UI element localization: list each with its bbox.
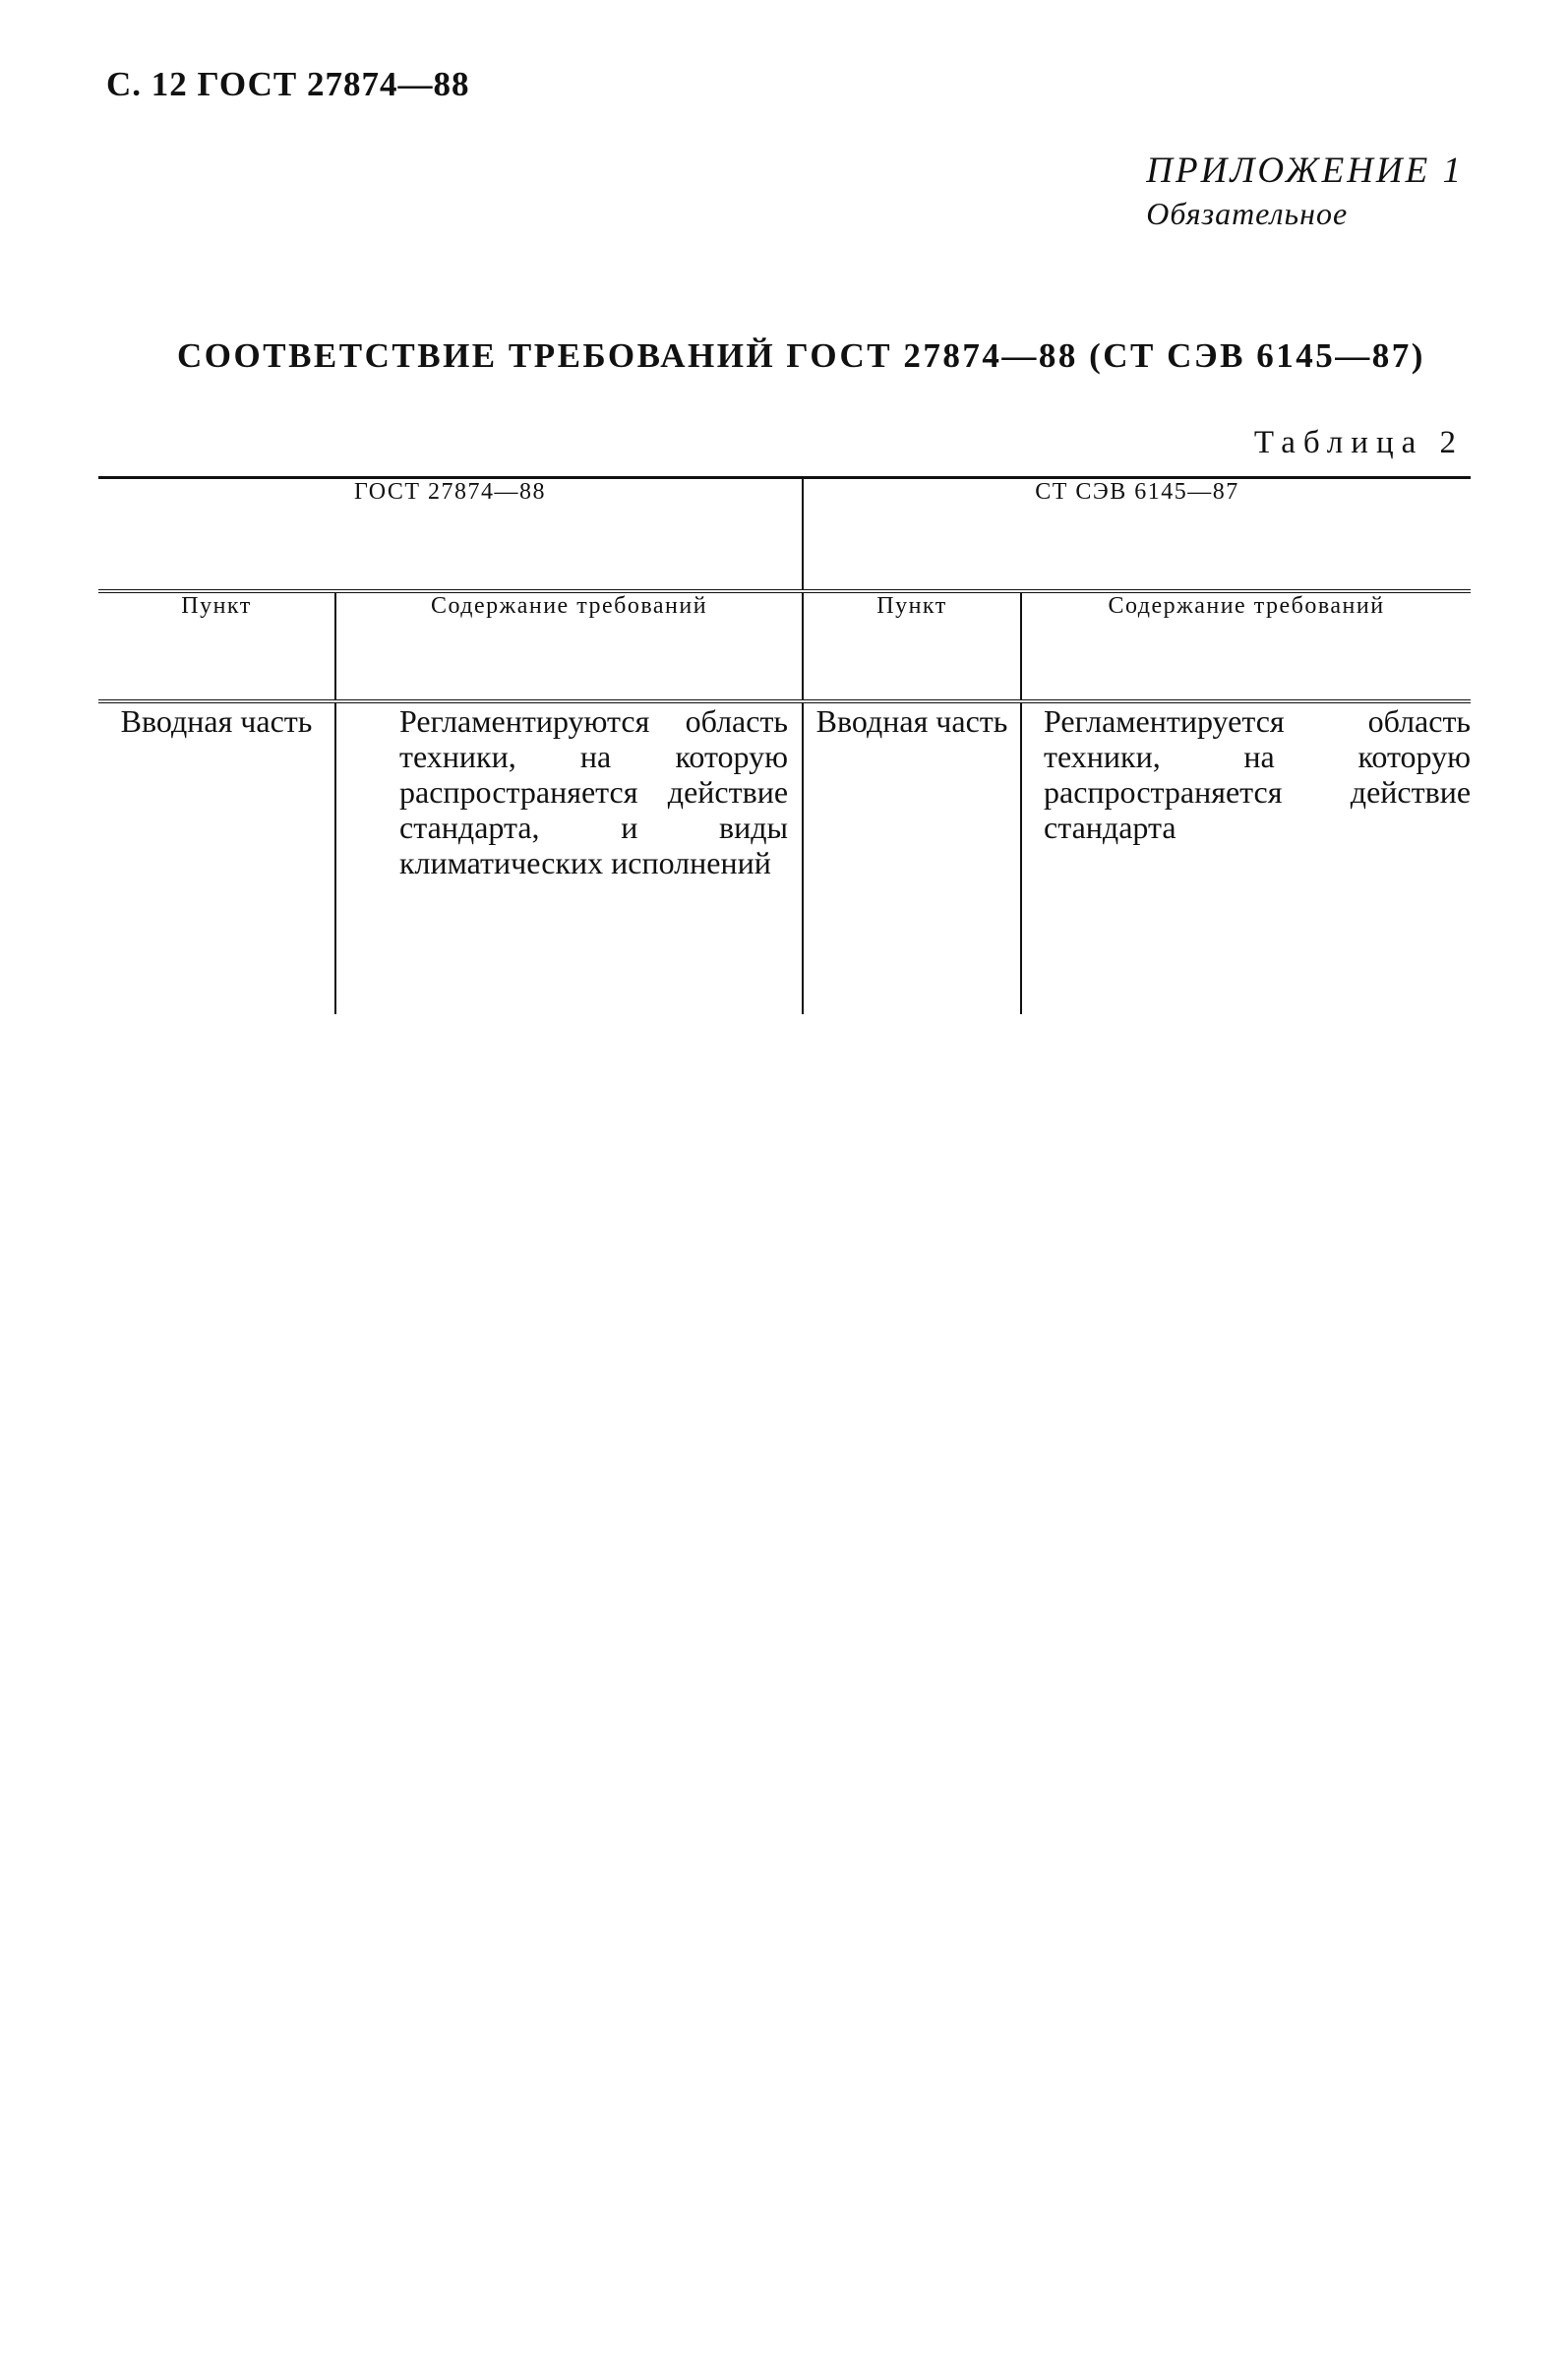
cell-gost-point: Вводная часть [98, 701, 335, 1014]
appendix-title: ПРИЛОЖЕНИЕ 1 [1146, 151, 1464, 191]
requirements-table [98, 476, 1471, 1014]
document-title: СООТВЕТСТВИЕ ТРЕБОВАНИЙ ГОСТ 27874—88 (СТ СЭВ 6145—87) [177, 336, 1425, 375]
group-header-gost: ГОСТ 27874—88 [98, 478, 803, 592]
column-header-gost-point: Пункт [98, 591, 335, 701]
requirements-table-wrapper [98, 476, 1471, 1014]
cell-sev-content: Регламентируется область техники, на которую распространяется действие стандарта [1044, 703, 1472, 845]
cell-sev-point: Вводная часть [803, 701, 1021, 1014]
appendix-note: Обязательное [1146, 196, 1349, 231]
table-row [98, 701, 1471, 1014]
table-caption: Таблица 2 [1253, 425, 1464, 460]
appendix-block [1146, 150, 1464, 232]
page-header: С. 12 ГОСТ 27874—88 [106, 65, 470, 103]
column-header-sev-point: Пункт [803, 591, 1021, 701]
group-header-sev: СТ СЭВ 6145—87 [803, 478, 1471, 592]
column-header-sev-content: Содержание требований [1021, 591, 1471, 701]
cell-gost-content: Регламентируются область техники, на которую распространяется действие стандарта, и виды климатических исполнений [335, 701, 803, 1014]
table-group-header-row [98, 478, 1471, 592]
table-column-header-row [98, 591, 1471, 701]
column-header-gost-content: Содержание требований [335, 591, 803, 701]
